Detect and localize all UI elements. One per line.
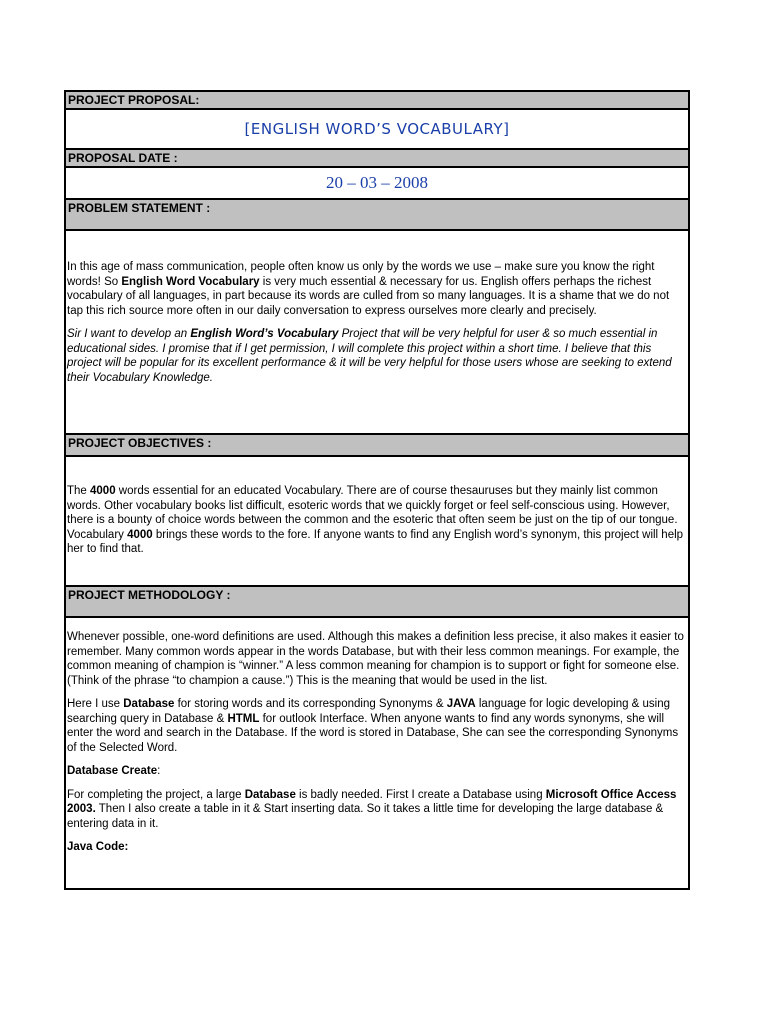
project-title-cell [65, 109, 689, 149]
project-objectives-header: PROJECT OBJECTIVES : [65, 434, 689, 456]
proposal-date-cell [65, 167, 689, 199]
proposal-date: 20 – 03 – 2008 [326, 173, 428, 192]
java-code-heading: Java Code: [67, 841, 129, 853]
problem-statement-body [65, 230, 689, 434]
methodology-paragraph-1: Whenever possible, one-word definitions are used. Although this makes a definition less precise, it also makes it easier to remember. Many common words appear in the words Database, but with their less common meanings. For example, the common meaning of champion is “winner.” A less common meaning for champion is to support or fight for someone else. (Think of the phrase “to champion a cause.”) This is the meaning that would be used in the list. [67, 631, 684, 687]
problem-paragraph-2: Sir I want to develop an English Word’s Vocabulary Project that will be very helpful for user & so much essential in educational sides. I promise that if I get permission, I will complete this project within a short time. I believe that this project will be popular for its excellent performance & it will be very helpful for those users whose are seeking to extend their Vocabulary Knowledge. [67, 328, 672, 384]
problem-statement-header: PROBLEM STATEMENT : [65, 199, 689, 230]
proposal-table [64, 90, 690, 890]
project-proposal-header: PROJECT PROPOSAL: [65, 91, 689, 109]
objectives-paragraph: The 4000 words essential for an educated Vocabulary. There are of course thesauruses but they mainly list common words. Other vocabulary books list difficult, esoteric words that we quickly forget or feel self-conscious using. However, there is a bounty of choice words between the common and the esoteric that often seem be just on the tip of our tongue. Vocabulary 4000 brings these words to the fore. If anyone wants to find any English word’s synonym, this project will help her to find that. [67, 485, 684, 555]
methodology-paragraph-3: For completing the project, a large Database is badly needed. First I create a Database using Microsoft Office Access 2003. Then I also create a table in it & Start inserting data. So it takes a little time for developing the large database & entering data in it. [67, 788, 677, 830]
project-title: [ENGLISH WORD’S VOCABULARY] [244, 119, 510, 138]
proposal-date-header: PROPOSAL DATE : [65, 149, 689, 167]
proposal-sheet [64, 90, 690, 890]
project-methodology-body [65, 617, 689, 889]
problem-paragraph-1: In this age of mass communication, people often know us only by the words we use – make sure you know the right words! So English Word Vocabulary is very much essential & necessary for us. English offers perhaps the richest vocabulary of all languages, in part because its words are culled from so many languages. It is a shame that we do not tap this rich source more often in our daily conversation to express ourselves more clearly and precisely. [67, 261, 670, 317]
database-create-heading: Database Create: [67, 765, 161, 777]
project-objectives-body [65, 456, 689, 586]
project-methodology-header: PROJECT METHODOLOGY : [65, 586, 689, 617]
methodology-paragraph-2: Here I use Database for storing words and its corresponding Synonyms & JAVA language for logic developing & using searching query in Database & HTML for outlook Interface. When anyone wants to find any words synonyms, she will enter the word and search in the Database. If the word is stored in Database, She can see the corresponding Synonyms of the Selected Word. [67, 698, 679, 754]
